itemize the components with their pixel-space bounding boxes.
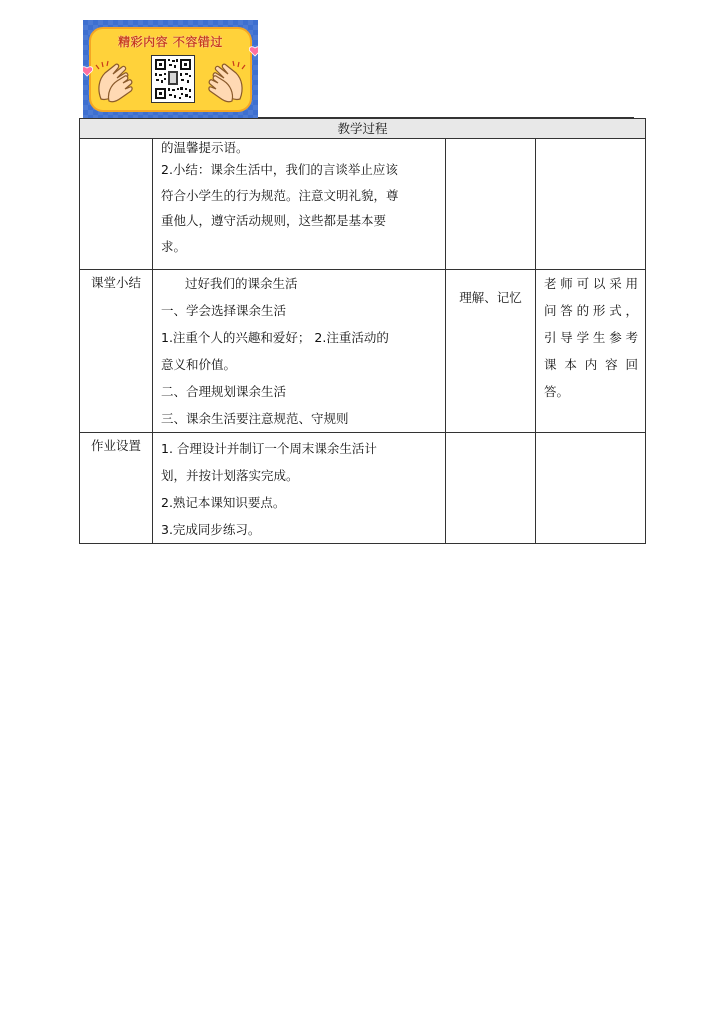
row-method xyxy=(446,139,536,270)
content-line: 过好我们的课余生活 xyxy=(185,276,298,291)
heart-icon xyxy=(83,62,93,74)
promo-banner-panel xyxy=(89,27,252,112)
content-line: 二、合理规划课余生活 xyxy=(161,384,287,399)
content-line: 的温馨提示语。 xyxy=(161,140,249,155)
content-line: 求。 xyxy=(161,238,187,254)
promo-banner[interactable] xyxy=(83,20,258,118)
heart-icon xyxy=(249,42,258,54)
table-row xyxy=(80,270,646,433)
row-content xyxy=(153,433,446,544)
table-row xyxy=(80,433,646,544)
row-note xyxy=(536,139,646,270)
content-line: 2.熟记本课知识要点。 xyxy=(161,495,286,510)
note-line: 引导学生参考 xyxy=(544,330,639,345)
note-line: 答。 xyxy=(544,384,570,399)
row-method xyxy=(446,433,536,544)
row-content xyxy=(153,270,446,433)
row-label xyxy=(80,139,153,270)
promo-banner-title: 精彩内容 不容错过 xyxy=(118,35,223,49)
content-line: 划，并按计划落实完成。 xyxy=(161,468,299,483)
table-row xyxy=(80,139,646,270)
clapping-hands-icon xyxy=(204,59,246,105)
row-label: 课堂小结 xyxy=(80,270,153,433)
content-line: 三、课余生活要注意规范、守规则 xyxy=(161,411,349,426)
note-line: 课本内容回 xyxy=(544,357,639,372)
row-content xyxy=(153,139,446,270)
table-header: 教学过程 xyxy=(80,119,646,139)
content-line: 一、学会选择课余生活 xyxy=(161,303,287,318)
content-line: 1. 合理设计并制订一个周末课余生活计 xyxy=(161,441,377,456)
table-header-row xyxy=(80,119,646,139)
content-line: 1.注重个人的兴趣和爱好； 2.注重活动的 xyxy=(161,330,389,345)
clapping-hands-icon xyxy=(95,59,137,105)
teaching-process-table xyxy=(79,118,646,544)
row-label: 作业设置 xyxy=(80,433,153,544)
content-line: 意义和价值。 xyxy=(161,357,237,372)
note-line: 问答的形式， xyxy=(544,303,639,318)
content-line: 3.完成同步练习。 xyxy=(161,522,261,537)
content-line: 重他人，遵守活动规则，这些都是基本要 xyxy=(161,213,387,228)
content-line: 2.小结：课余生活中，我们的言谈举止应该 xyxy=(161,162,398,177)
row-note xyxy=(536,433,646,544)
note-line: 老师可以采用 xyxy=(544,276,639,291)
row-method: 理解、记忆 xyxy=(446,270,536,433)
row-note xyxy=(536,270,646,433)
qr-code-icon[interactable] xyxy=(151,55,195,103)
content-line: 符合小学生的行为规范。注意文明礼貌，尊 xyxy=(161,187,399,203)
